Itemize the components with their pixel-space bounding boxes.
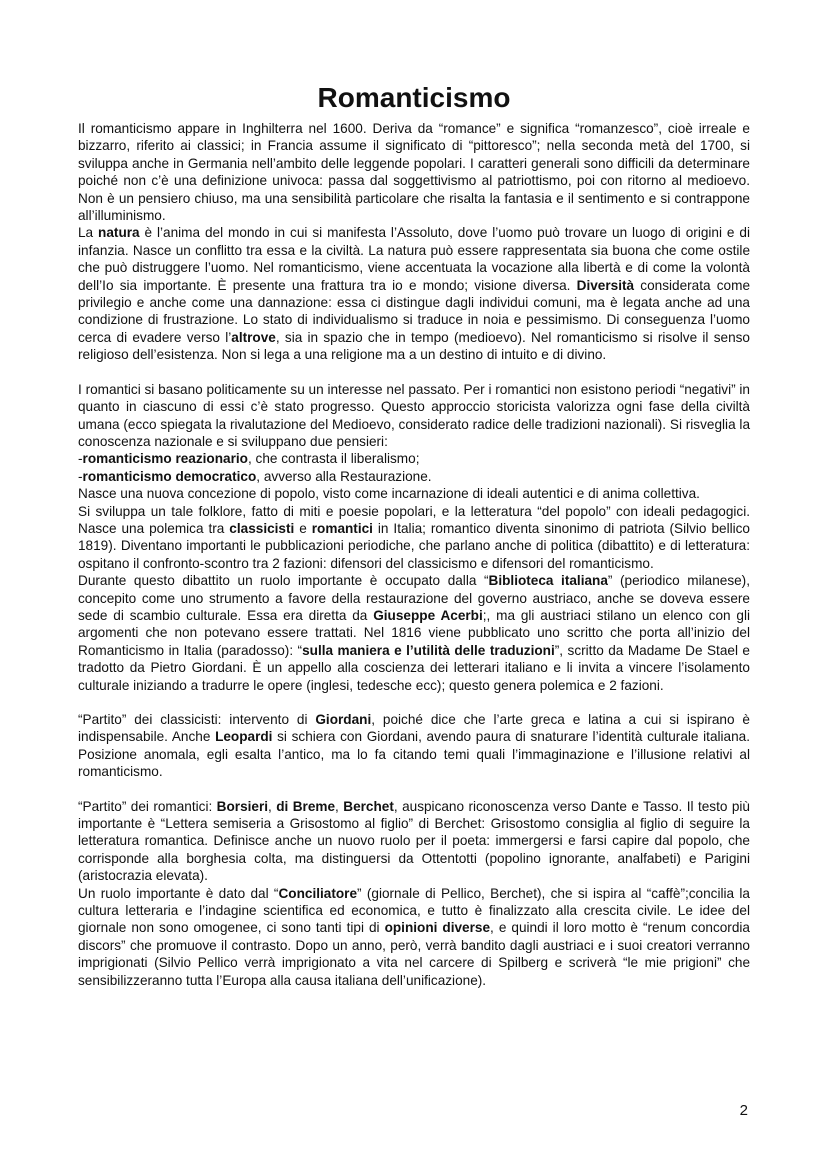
bold-term: Borsieri bbox=[216, 798, 269, 814]
paragraph-p6 bbox=[78, 485, 750, 502]
text-run: , sia in spazio che in tempo (medioevo). Nel romanticismo si risolve il senso religioso dell’esistenza. Non si lega a una religione ma a un destino di intuito e di divino. bbox=[78, 329, 750, 363]
page-title: Romanticismo bbox=[317, 82, 511, 113]
text-run: è l’anima del mondo in cui si manifesta l’Assoluto, dove l’uomo può trovare un luogo di origini e di infanzia. Nasce un conflitto tra essa e la civiltà. La natura può essere rappresentata sia buona che come ostile che può distruggere l’uomo. Nel romanticismo, viene accentuata la vocazione alla libertà e di come la volontà dell’Io sia importante. È presente una frattura tra io e mondo; visione diversa. bbox=[78, 225, 750, 293]
text-run: ” (periodico milanese), concepito come uno strumento a favore della restaurazione del governo austriaco, anche se doveva essere sede di scambio culturale. Essa era diretta da bbox=[78, 573, 750, 623]
text-run: - bbox=[78, 451, 83, 467]
paragraph-p3 bbox=[78, 381, 750, 451]
text-run: La bbox=[78, 225, 99, 241]
bold-term: di Breme bbox=[276, 798, 336, 814]
document-page bbox=[78, 80, 750, 989]
text-run: Durante questo dibattito un ruolo importante è occupato dalla “ bbox=[78, 573, 489, 589]
paragraph-gap bbox=[78, 781, 750, 798]
paragraph-p1 bbox=[78, 120, 750, 224]
bold-term: natura bbox=[98, 225, 140, 241]
paragraph-p11 bbox=[78, 885, 750, 989]
text-run: , auspicano riconoscenza verso Dante e Tasso. Il testo più importante è “Lettera semiseria a Grisostomo al figlio” di Berchet: Grisostomo consiglia al figlio di seguire la letteratura romantica. Definisce anche un nuovo ruolo per il poeta: immergersi e farsi capire dal popolo, che corrisponde alla borghesia colta, ma distinguersi da Ottentotti (popolino ignorante, analfabeti) e Parigini (aristocrazia elevata). bbox=[78, 798, 750, 884]
bold-term: altrove bbox=[231, 329, 276, 345]
bold-term: Giordani bbox=[315, 712, 372, 727]
paragraph-p7 bbox=[78, 503, 750, 573]
text-run: , bbox=[335, 798, 344, 814]
bold-term: Diversità bbox=[576, 277, 635, 293]
paragraph-p2 bbox=[78, 224, 750, 363]
paragraph-p10 bbox=[78, 798, 750, 885]
text-run: in Italia; romantico diventa sinonimo di patriota (Silvio bellico 1819). Diventano importanti le pubblicazioni periodiche, che parlano anche di politica (dibattito) e di letteratura: ospitano il confronto-scontro tra 2 fazioni: difensori del classicismo e difensori del romanticismo. bbox=[78, 520, 750, 571]
text-run: , avverso alla Restaurazione. bbox=[256, 468, 432, 484]
bold-term: Giuseppe Acerbi bbox=[373, 607, 483, 623]
bold-term: Conciliatore bbox=[278, 885, 358, 901]
bold-term: romantici bbox=[311, 520, 373, 536]
text-run: , che contrasta il liberalismo; bbox=[247, 451, 420, 467]
bold-term: romanticismo democratico bbox=[82, 468, 257, 484]
text-run: I romantici si basano politicamente su un interesse nel passato. Per i romantici non esistono periodi “negativi” in quanto in ciascuno di essi c’è stato progresso. Questo approccio storicista valorizza ogni fase della civiltà umana (ecco spiegata la rivalutazione del Medioevo, considerato radice delle tradizioni nazionali). Si risveglia la conoscenza nazionale e si sviluppano due pensieri: bbox=[78, 381, 750, 449]
text-run: , e quindi il loro motto è “renum concordia discors” che promuove il contrasto. Dopo un anno, però, verrà bandito dagli austriaci e i suoi creatori verranno imprigionati (Silvio Pellico verrà imprigionato a vita nel carcere di Spilberg e scriverà “le mie prigioni” che sensibilizzeranno tutta l’Europa alla causa italiana dell’unificazione). bbox=[78, 920, 750, 988]
paragraph-gap bbox=[78, 364, 750, 381]
text-run: “Partito” dei romantici: bbox=[78, 798, 217, 814]
paragraph-p9 bbox=[78, 711, 750, 781]
text-run: “Partito” dei classicisti: intervento di bbox=[78, 712, 316, 727]
paragraph-gap bbox=[78, 694, 750, 711]
bold-term: classicisti bbox=[229, 520, 295, 536]
text-run: ;, ma gli austriaci stilano un elenco con gli argomenti che non potevano essere trattati. Nel 1816 viene pubblicato uno scritto che porta all’inizio del Romanticismo in Italia (paradosso): “ bbox=[78, 607, 750, 658]
text-run: considerata come privilegio e anche come una dannazione: essa ci distingue dagli individui comuni, ma è legata anche ad una condizione di frustrazione. Lo stato di individualismo si traduce in noia e pessimismo. Di conseguenza l’uomo cerca di evadere verso l’ bbox=[78, 277, 751, 345]
paragraph-p4 bbox=[78, 450, 750, 467]
document-body bbox=[78, 120, 750, 989]
text-run: Un ruolo importante è dato dal “ bbox=[78, 885, 279, 901]
text-run: - bbox=[78, 468, 83, 484]
text-run: e bbox=[294, 520, 312, 536]
text-run: , bbox=[268, 798, 277, 814]
bold-term: Biblioteca italiana bbox=[488, 573, 608, 589]
text-run: , poiché dice che l’arte greca e latina a cui si ispirano è indispensabile. Anche bbox=[78, 712, 750, 745]
bold-term: Berchet bbox=[343, 798, 394, 814]
text-run: ”, scritto da Madame De Stael e tradotto da Pietro Giordani. È un appello alla coscienza dei letterari italiano e li invita a vincere l’isolamento culturale iniziando a tradurre le opere (inglesi, tedesche ecc); questo genera polemica e 2 fazioni. bbox=[78, 642, 750, 693]
text-run: Si sviluppa un tale folklore, fatto di miti e poesie popolari, e la letteratura “del popolo” con ideali pedagogici. Nasce una polemica tra bbox=[78, 503, 750, 536]
bold-term: romanticismo reazionario bbox=[82, 451, 248, 467]
bold-term: sulla maniera e l’utilità delle traduzioni bbox=[302, 642, 555, 658]
text-run: si schiera con Giordani, avendo paura di snaturare l’identità culturale italiana. Posizione anomala, egli esalta l’antico, ma lo fa citando temi quali l’immaginazione e l’illusione relativi al romanticismo. bbox=[78, 729, 750, 780]
page-number: 2 bbox=[739, 1102, 748, 1119]
text-run: Nasce una nuova concezione di popolo, visto come incarnazione di ideali autentici e di anima collettiva. bbox=[78, 486, 700, 502]
text-run: Il romanticismo appare in Inghilterra nel 1600. Deriva da “romance” e significa “romanzesco”, cioè irreale e bizzarro, riferito ai classici; in Francia assume il significato di “pittoresco”; nella seconda metà del 1700, si sviluppa anche in Germania nell’ambito delle leggende popolari. I caratteri generali sono difficili da determinare poiché non c’è una definizione univoca: passa dal soggettivismo al patriottismo, poi con ritorno al medioevo. Non è un pensiero chiuso, ma una sensibilità particolare che risalta la fantasia e il sentimento e si contrappone all’illuminismo. bbox=[78, 121, 750, 224]
bold-term: opinioni diverse bbox=[384, 920, 491, 936]
paragraph-p5 bbox=[78, 468, 750, 485]
text-run: ” (giornale di Pellico, Berchet), che si ispira al “caffè”;concilia la cultura letteraria e l’indagine scientifica ed economica, e tutto è finalizzato alla crescita civile. Le idee del giornale non sono omogenee, ci sono tanti tipi di bbox=[78, 885, 750, 936]
bold-term: Leopardi bbox=[215, 729, 273, 745]
paragraph-p8 bbox=[78, 572, 750, 694]
